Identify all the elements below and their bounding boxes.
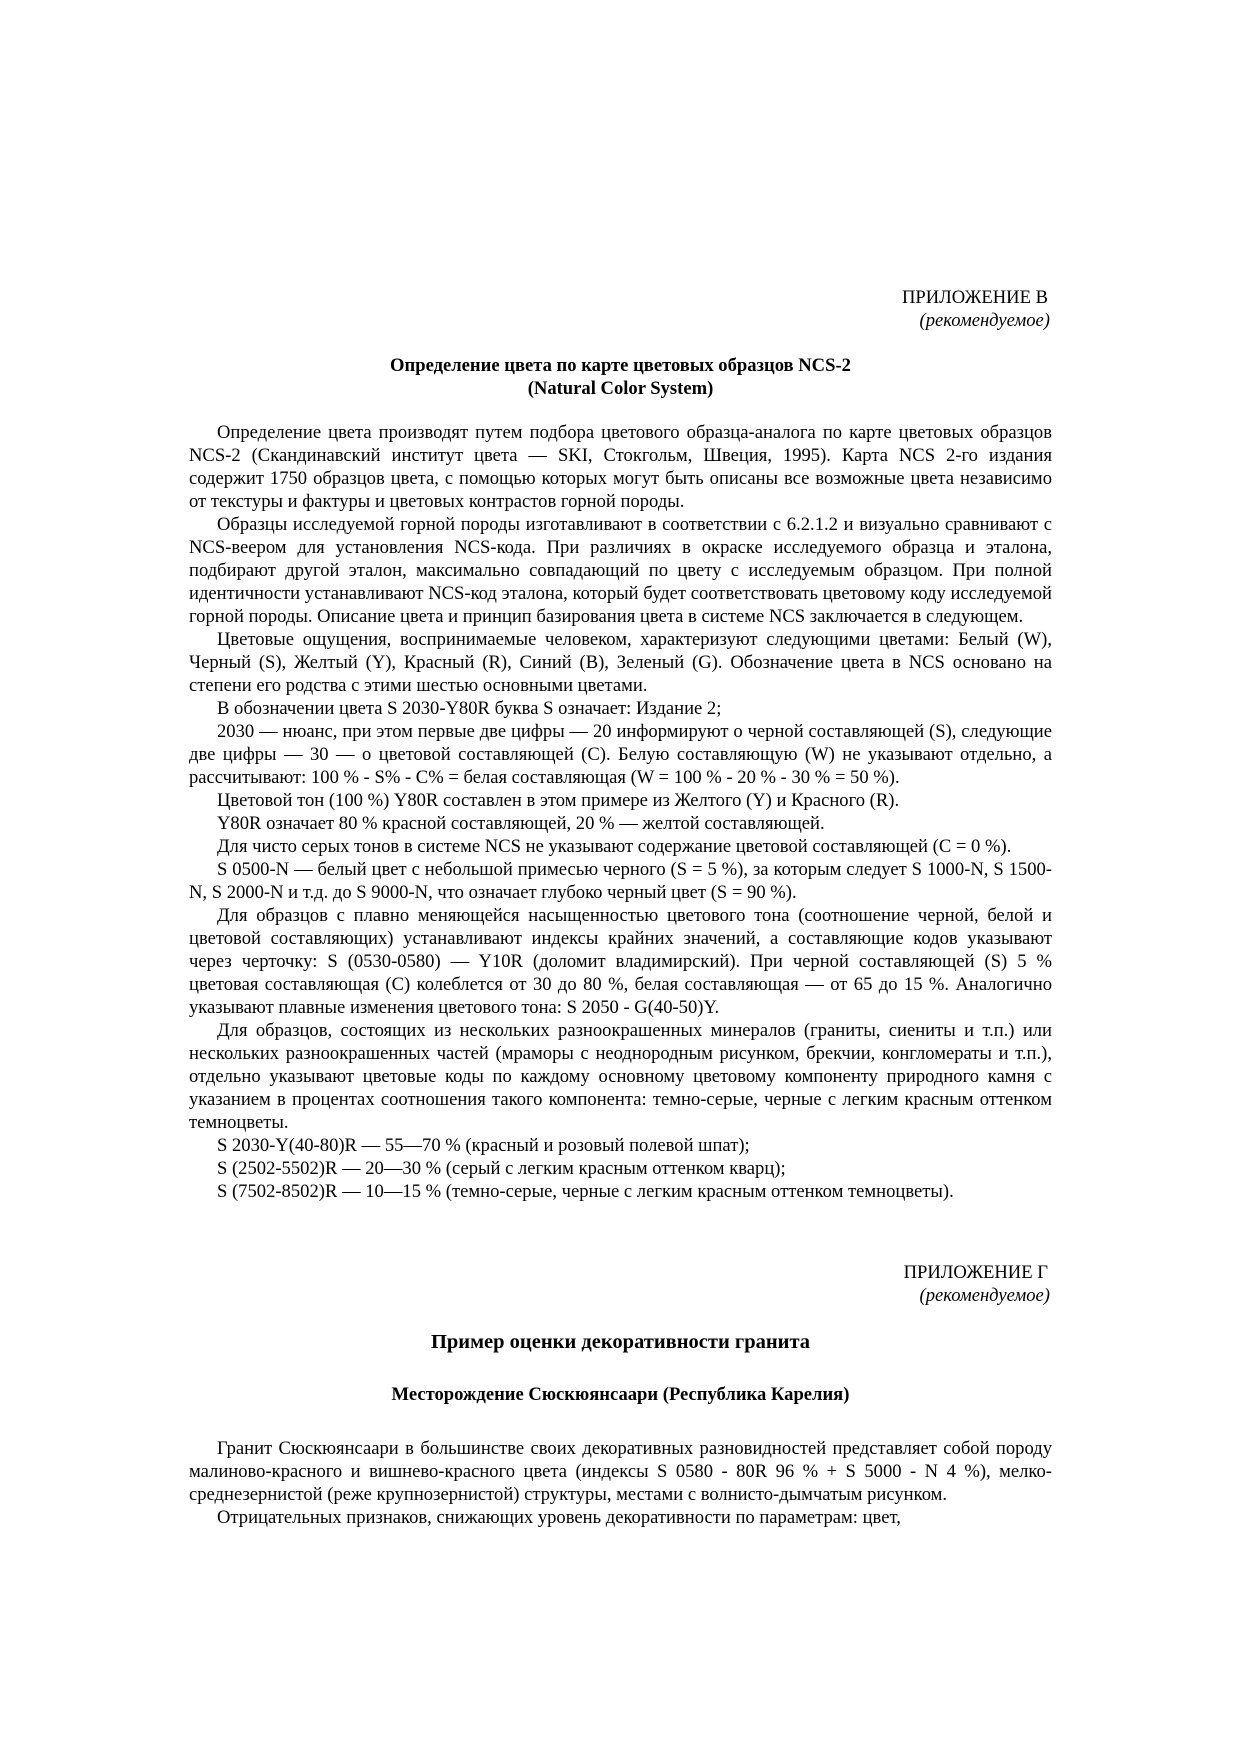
paragraph: S 0500-N — белый цвет с небольшой примесью черного (S = 5 %), за которым следует S 1000-N, S 1500-N, S 2000-N и т.д. до S 9000-N, что означает глубоко черный цвет (S = 90 %). [189,859,1052,903]
appendix-v-title-line2: (Natural Color System) [527,378,714,399]
appendix-g-type: (рекомендуемое) [919,1285,1050,1306]
appendix-g-label: ПРИЛОЖЕНИЕ Г [903,1262,1048,1283]
paragraph: S (2502-5502)R — 20—30 % (серый с легким красным оттенком кварц); [217,1158,786,1179]
paragraph: Образцы исследуемой горной породы изготавливают в соответствии с 6.2.1.2 и визуально сравнивают с NCS-веером для установления NCS-кода. При различиях в окраске исследуемого образца и эталона, подбирают другой эталон, максимально совпадающий по цвету с исследуемым образцом. При полной идентичности устанавливают NCS-код эталона, который будет соответствовать цветовому коду исследуемой горной породы. Описание цвета и принцип базирования цвета в системе NCS заключается в следующем. [189,514,1052,627]
appendix-v-body [189,421,1052,1203]
paragraph: 2030 — нюанс, при этом первые две цифры — 20 информируют о черной составляющей (S), следующие две цифры — 30 — о цветовой составляющей (С). Белую составляющую (W) не указывают отдельно, а рассчитывают: 100 % - S% - С% = белая составляющая (W = 100 % - 20 % - 30 % = 50 %). [189,721,1052,788]
appendix-g-title: Пример оценки декоративности гранита [430,1331,811,1353]
paragraph: Отрицательных признаков, снижающих уровень декоративности по параметрам: цвет, [217,1507,901,1528]
appendix-v-type: (рекомендуемое) [919,310,1050,331]
paragraph: Цветовой тон (100 %) Y80R составлен в этом примере из Желтого (Y) и Красного (R). [217,790,900,811]
page-content [189,286,1052,1529]
paragraph: Определение цвета производят путем подбора цветового образца-аналога по карте цветовых образцов NCS-2 (Скандинавский институт цвета — SKI, Стокгольм, Швеция, 1995). Карта NCS 2-го издания содержит 1750 образцов цвета, с помощью которых могут быть описаны все возможные цвета независимо от текстуры и фактуры и цветовых контрастов горной породы. [189,422,1052,512]
paragraph: Гранит Сюскюянсаари в большинстве своих декоративных разновидностей представляет собой породу малиново-красного и вишнево-красного цвета (индексы S 0580 - 80R 96 % + S 5000 - N 4 %), мелко-среднезернистой (реже крупнозернистой) структуры, местами с волнисто-дымчатым рисунком. [189,1438,1052,1505]
paragraph: Y80R означает 80 % красной составляющей, 20 % — желтой составляющей. [217,813,825,834]
paragraph: S (7502-8502)R — 10—15 % (темно-серые, черные с легким красным оттенком темноцветы). [217,1181,954,1202]
paragraph: Цветовые ощущения, воспринимаемые человеком, характеризуют следующими цветами: Белый (W), Черный (S), Желтый (Y), Красный (R), Синий (B), Зеленый (G). Обозначение цвета в NCS основано на степени его родства с этими шестью основными цветами. [189,629,1052,696]
appendix-g-body [189,1437,1052,1529]
appendix-v-label: ПРИЛОЖЕНИЕ В [901,287,1048,308]
paragraph: S 2030-Y(40-80)R — 55—70 % (красный и розовый полевой шпат); [217,1135,750,1156]
paragraph: Для образцов с плавно меняющейся насыщенностью цветового тона (соотношение черной, белой и цветовой составляющих) устанавливают индексы крайних значений, а составляющие кодов указывают через черточку: S (0530-0580) — Y10R (доломит владимирский). При черной составляющей (S) 5 % цветовая составляющая (С) колеблется от 30 до 80 %, белая составляющая — от 65 до 15 %. Аналогично указывают плавные изменения цветового тона: S 2050 - G(40-50)Y. [189,905,1052,1018]
appendix-g-subtitle: Месторождение Сюскюянсаари (Республика Карелия) [391,1384,850,1405]
appendix-v-title-line1: Определение цвета по карте цветовых образцов NCS-2 [390,355,851,376]
appendix-v [189,286,1052,1203]
paragraph: В обозначении цвета S 2030-Y80R буква S означает: Издание 2; [217,698,722,719]
section-spacer [189,1203,1052,1261]
paragraph: Для образцов, состоящих из нескольких разноокрашенных минералов (граниты, сиениты и т.п.) или нескольких разноокрашенных частей (мраморы с неоднородным рисунком, брекчии, конгломераты и т.п.), отдельно указывают цветовые коды по каждому основному цветовому компоненту природного камня с указанием в процентах соотношения такого компонента: темно-серые, черные с легким красным оттенком темноцветы. [189,1020,1052,1133]
paragraph: Для чисто серых тонов в системе NCS не указывают содержание цветовой составляющей (С = 0 %). [217,836,1012,857]
appendix-g [189,1261,1052,1529]
